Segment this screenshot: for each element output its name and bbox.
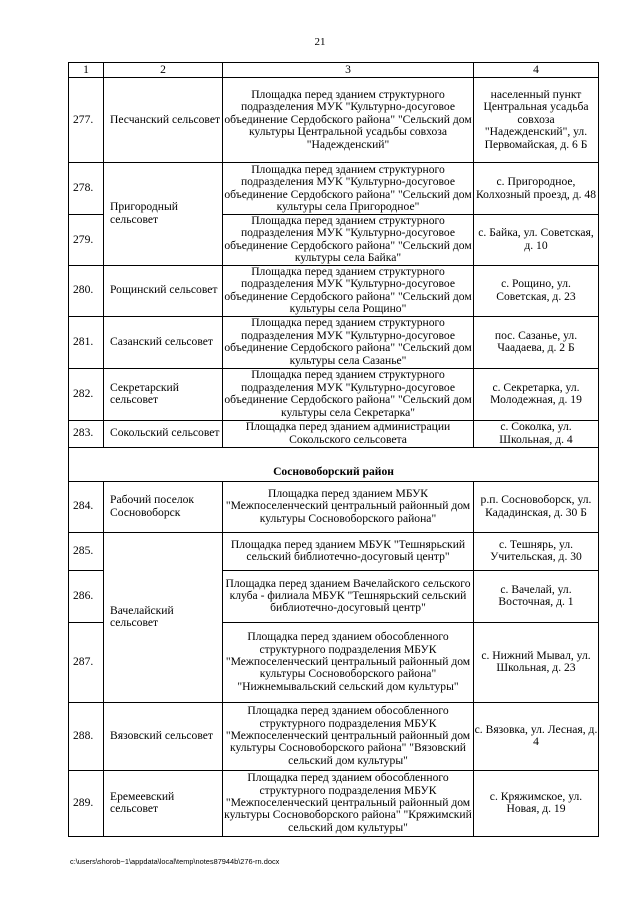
row-number: 277. xyxy=(69,78,104,163)
venue-address: населенный пункт Центральная усадьба совхоза "Надежденский", ул. Первомайская, д. 6 Б xyxy=(474,78,599,163)
table-row xyxy=(69,368,599,420)
district-heading: Сосновоборский район xyxy=(69,447,599,481)
row-number: 286. xyxy=(69,570,104,622)
venue-description: Площадка перед зданием МБУК "Тешнярьский сельский библиотечно-досуговый центр" xyxy=(223,532,474,570)
table-row xyxy=(69,265,599,316)
council-name: Рабочий поселок Сосновоборск xyxy=(104,481,223,532)
council-name: Рощинский сельсовет xyxy=(104,265,223,316)
council-name: Сазанский сельсовет xyxy=(104,316,223,368)
row-number: 289. xyxy=(69,770,104,836)
table-row xyxy=(69,770,599,836)
locations-table xyxy=(68,62,599,837)
header-col-1: 1 xyxy=(69,63,104,78)
venue-description: Площадка перед зданием структурного подразделения МУК "Культурно-досуговое объединение Сердобского района" "Сельский дом культуры села Сазанье" xyxy=(224,316,472,367)
venue-address: пос. Сазанье, ул. Чаадаева, д. 2 Б xyxy=(474,316,599,368)
venue-address: с. Нижний Мывал, ул. Школьная, д. 23 xyxy=(474,622,599,702)
header-col-2: 2 xyxy=(104,63,223,78)
row-number: 279. xyxy=(69,215,104,266)
venue-address: с. Тешнярь, ул. Учительская, д. 30 xyxy=(474,532,599,570)
row-number: 285. xyxy=(69,532,104,570)
row-number: 281. xyxy=(69,316,104,368)
venue-description: Площадка перед зданием обособленного структурного подразделения МБУК "Межпоселенческий центральный районный дом культуры Сосновоборского района" "Нижнемывальский сельский дом культуры" xyxy=(223,622,474,702)
venue-address: с. Рощино, ул. Советская, д. 23 xyxy=(474,265,599,316)
venue-description: Площадка перед зданием структурного подразделения МУК "Культурно-досуговое объединение Сердобского района" "Сельский дом культуры села Секретарка" xyxy=(224,368,472,419)
venue-address: с. Соколка, ул. Школьная, д. 4 xyxy=(474,420,599,447)
venue-description: Площадка перед зданием структурного подразделения МУК "Культурно-досуговое объединение Сердобского района" "Сельский дом культуры села Пригородное" xyxy=(224,162,472,213)
venue-description: Площадка перед зданием Вачелайского сельского клуба - филиала МБУК "Тешнярьский сельский библиотечно-досуговый центр" xyxy=(223,570,474,622)
table-row xyxy=(69,163,599,215)
row-number: 284. xyxy=(69,481,104,532)
row-number: 287. xyxy=(69,622,104,702)
council-name: Секретарский сельсовет xyxy=(104,368,223,420)
table-row xyxy=(69,316,599,368)
venue-address: с. Пригородное, Колхозный проезд, д. 48 xyxy=(474,163,599,215)
venue-description: Площадка перед зданием структурного подразделения МУК "Культурно-досуговое объединение Сердобского района" "Сельский дом культуры Центральной усадьбы совхоза "Надежденский" xyxy=(223,78,474,163)
table-row xyxy=(69,702,599,770)
venue-description: Площадка перед зданием обособленного структурного подразделения МБУК "Межпоселенческий центральный районный дом культуры Сосновоборского района" "Вязовский сельский дом культуры" xyxy=(223,702,474,770)
venue-description: Площадка перед зданием структурного подразделения МУК "Культурно-досуговое объединение Сердобского района" "Сельский дом культуры села Байка" xyxy=(224,214,472,265)
venue-address: с. Секретарка, ул. Молодежная, д. 19 xyxy=(474,368,599,420)
council-name: Еремеевский сельсовет xyxy=(104,770,223,836)
venue-address: с. Байка, ул. Советская, д. 10 xyxy=(474,215,599,266)
council-name: Вязовский сельсовет xyxy=(104,702,223,770)
row-number: 283. xyxy=(69,420,104,447)
header-col-3: 3 xyxy=(223,63,474,78)
venue-address: р.п. Сосновоборск, ул. Кададинская, д. 30 Б xyxy=(474,481,599,532)
row-number: 282. xyxy=(69,368,104,420)
venue-description: Площадка перед зданием администрации Сокольского сельсовета xyxy=(223,420,474,447)
table-row xyxy=(69,532,599,570)
council-name: Вачелайский сельсовет xyxy=(104,532,223,702)
row-number: 278. xyxy=(69,163,104,215)
venue-description: Площадка перед зданием МБУК "Межпоселенческий центральный районный дом культуры Сосновоборского района" xyxy=(223,481,474,532)
venue-address: с. Вязовка, ул. Лесная, д. 4 xyxy=(474,702,599,770)
venue-description: Площадка перед зданием обособленного структурного подразделения МБУК "Межпоселенческий центральный районный дом культуры Сосновоборского района" "Кряжимский сельский дом культуры" xyxy=(223,770,474,836)
file-path-footer: c:\users\shorob~1\appdata\local\temp\notes87944b\276-rn.docx xyxy=(70,857,280,866)
row-number: 288. xyxy=(69,702,104,770)
venue-address: с. Кряжимское, ул. Новая, д. 19 xyxy=(474,770,599,836)
table-row xyxy=(69,78,599,163)
page-number: 21 xyxy=(314,36,326,48)
row-number: 280. xyxy=(69,265,104,316)
council-name: Пригородный сельсовет xyxy=(104,163,223,266)
council-name: Сокольский сельсовет xyxy=(104,420,223,447)
header-col-4: 4 xyxy=(474,63,599,78)
table-row xyxy=(69,420,599,447)
venue-address: с. Вачелай, ул. Восточная, д. 1 xyxy=(474,570,599,622)
council-name: Песчанский сельсовет xyxy=(104,78,223,163)
table-header-row xyxy=(69,63,599,78)
district-row xyxy=(69,447,599,481)
venue-description: Площадка перед зданием структурного подразделения МУК "Культурно-досуговое объединение Сердобского района" "Сельский дом культуры села Рощино" xyxy=(224,264,472,316)
table-row xyxy=(69,481,599,532)
